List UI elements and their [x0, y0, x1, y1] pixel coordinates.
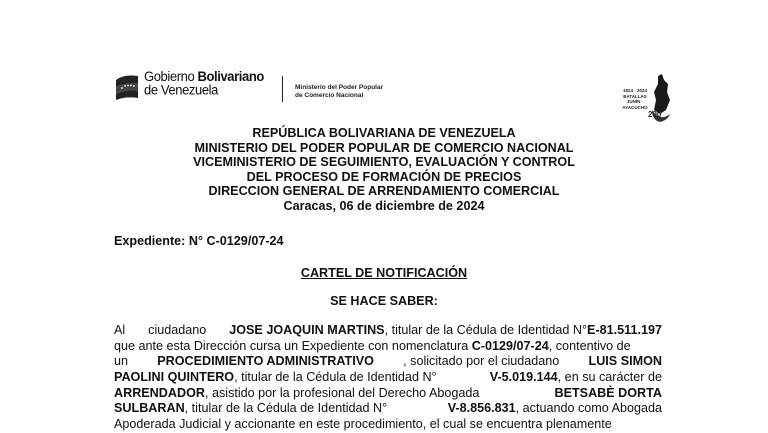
heading-viceministry: VICEMINISTERIO DE SEGUIMIENTO, EVALUACIÓN Y CONTROL	[193, 155, 575, 170]
body-line	[114, 339, 662, 355]
logo-divider	[282, 76, 283, 102]
body-text: , contentivo de	[548, 338, 631, 353]
bicentennial-number: 200	[648, 110, 662, 119]
notice-title-text: CARTEL DE NOTIFICACIÓN	[300, 266, 468, 280]
body-bold: E-81.511.197	[587, 323, 662, 337]
body-bold: JOSE JOAQUIN MARTINS	[229, 323, 385, 337]
body-text: , solicitado por el ciudadano	[403, 354, 560, 369]
body-bold: C-0129/07-24	[471, 338, 549, 353]
bicentennial-line1: 1824 · 2024	[622, 88, 648, 93]
body-bold: V-8.856.831	[447, 401, 516, 416]
body-bold: PAOLINI QUINTERO	[114, 370, 235, 385]
heading-direction: DIRECCION GENERAL DE ARRENDAMIENTO COMERCIAL	[208, 184, 560, 199]
body-line	[114, 354, 662, 370]
body-bold: PROCEDIMIENTO ADMINISTRATIVO	[157, 354, 374, 369]
gov-logo-text	[144, 69, 264, 96]
heading-ministry: MINISTERIO DEL PODER POPULAR DE COMERCIO NACIONAL	[194, 140, 574, 155]
expediente-number: Expediente: N° C-0129/07-24	[114, 234, 284, 248]
body-text: , titular de la Cédula de Identidad N°	[184, 401, 388, 416]
body-text: , en su carácter de	[557, 370, 662, 385]
bicentennial-line3: JUNÍN · AYACUCHO	[622, 99, 648, 110]
document-date: Caracas, 06 de diciembre de 2024	[283, 198, 485, 213]
body-line	[114, 417, 662, 433]
notice-subtitle: SE HACE SABER:	[330, 294, 438, 308]
heading-process: DEL PROCESO DE FORMACIÓN DE PRECIOS	[246, 169, 522, 184]
body-bold: BETSABÈ DORTA	[554, 385, 662, 400]
body-word: Al	[114, 323, 126, 337]
bicentennial-line2: BATALLAS	[623, 93, 647, 99]
bicentennial-text	[618, 88, 652, 110]
notice-body	[114, 323, 662, 433]
venezuela-flag-icon	[114, 72, 140, 100]
body-bold: LUIS SIMON	[588, 354, 662, 369]
ministry-line2: de Comercio Nacional	[295, 92, 364, 99]
body-text: , actuando como Abogada	[515, 401, 662, 416]
heading-republic: REPÚBLICA BOLIVARIANA DE VENEZUELA	[252, 126, 516, 140]
document-heading	[0, 126, 768, 214]
body-text: , titular de la Cédula de Identidad N°	[384, 323, 588, 337]
body-bold: V-5.019.144	[489, 370, 558, 385]
body-line	[114, 386, 662, 402]
body-bold: ARRENDADOR	[114, 385, 205, 400]
ministry-label	[295, 84, 383, 100]
body-text: Apoderada Judicial y accionante en este procedimiento, el cual se encuentra plenamente	[114, 417, 612, 432]
body-bold: SULBARAN	[114, 401, 185, 416]
gov-line2: de Venezuela	[144, 81, 218, 98]
body-line	[114, 370, 662, 386]
ministry-line1: Ministerio del Poder Popular	[295, 84, 384, 91]
gobierno-bolivariano-logo	[114, 70, 264, 100]
body-word: ciudadano	[148, 323, 207, 337]
body-line	[114, 401, 662, 417]
body-text: , titular de la Cédula de Identidad N°	[234, 370, 437, 385]
notice-title	[0, 266, 768, 280]
gov-line1-a: Gobierno	[144, 68, 198, 85]
body-word: un	[114, 354, 129, 369]
body-text: que ante esta Dirección cursa un Expediente con nomenclatura	[114, 338, 472, 353]
body-line	[114, 323, 662, 339]
gov-line1-b: Bolivariano	[197, 68, 264, 85]
body-text: , asistido por la profesional del Derecho Abogada	[204, 385, 480, 400]
